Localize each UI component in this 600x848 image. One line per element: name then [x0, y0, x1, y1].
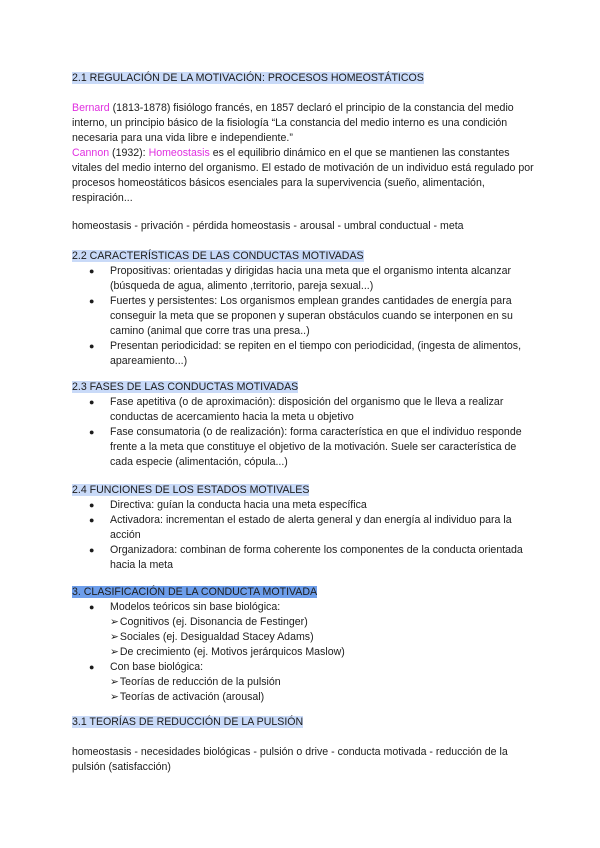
section-2-1-heading	[72, 71, 534, 86]
list-item: ● Presentan periodicidad: se repiten en el tiempo con periodicidad, (ingesta de alimentos, apareamiento...)	[89, 340, 522, 367]
bullet-icon: ●	[89, 397, 95, 407]
list-item: ● Con base biológica:	[89, 661, 204, 673]
bullet-icon: ●	[89, 266, 95, 276]
bullet-icon: ●	[89, 515, 95, 525]
list-item: ● Fase consumatoria (o de realización): forma característica en que el individuo responde frente a la meta que constituye el objetivo de la motivación. Suele ser característica de cada especie (alimentación, cópula...)	[89, 426, 522, 468]
cannon-paragraph	[72, 146, 534, 206]
classification-list	[72, 600, 534, 615]
bullet-icon: ●	[89, 341, 95, 351]
phases-list	[72, 395, 534, 470]
cannon-name: Cannon	[72, 147, 110, 159]
list-item: ● Fase apetitiva (o de aproximación): disposición del organismo que le lleva a realizar conductas de acercamiento hacia la meta u objetivo	[89, 396, 504, 423]
bullet-icon: ●	[89, 602, 95, 612]
section-3-title: 3. CLASIFICACIÓN DE LA CONDUCTA MOTIVADA	[72, 586, 318, 598]
arrow-icon: ➢	[110, 691, 119, 703]
characteristics-list	[72, 264, 534, 369]
section-2-4	[72, 483, 534, 573]
arrow-icon: ➢	[110, 616, 119, 628]
list-item: ● Directiva: guían la conducta hacia una meta específica	[89, 499, 367, 511]
arrow-icon: ➢	[110, 631, 119, 643]
list-item: ● Activadora: incrementan el estado de alerta general y dan energía al individuo para la acción	[89, 514, 512, 541]
bullet-icon: ●	[89, 545, 95, 555]
list-item: ● Modelos teóricos sin base biológica:	[89, 601, 281, 613]
cannon-year: (1932):	[109, 147, 149, 159]
functions-list	[72, 498, 534, 573]
sub-item: ➢Cognitivos (ej. Disonancia de Festinger)	[110, 616, 308, 628]
bullet-icon: ●	[89, 427, 95, 437]
section-2-4-title: 2.4 FUNCIONES DE LOS ESTADOS MOTIVALES	[72, 484, 310, 496]
bullet-icon: ●	[89, 662, 95, 672]
bernard-paragraph	[72, 101, 534, 146]
bullet-icon: ●	[89, 296, 95, 306]
homeostasis-term: Homeostasis	[148, 147, 210, 159]
drive-chain: homeostasis - necesidades biológicas - pulsión o drive - conducta motivada - reducción de la pulsión (satisfacción)	[72, 746, 508, 773]
cannon-text: es el equilibrio dinámico en el que se mantienen las constantes vitales del medio interno del organismo. El estado de motivación de un individuo está regulado por procesos homeostáticos básicos esenciales para la supervivencia (sueño, alimentación, respiración...	[72, 147, 534, 204]
homeostasis-chain: homeostasis - privación - pérdida homeostasis - arousal - umbral conductual - meta	[72, 220, 464, 232]
section-3	[72, 585, 534, 705]
section-2-3-title: 2.3 FASES DE LAS CONDUCTAS MOTIVADAS	[72, 381, 299, 393]
section-2-2-title: 2.2 CARACTERÍSTICAS DE LAS CONDUCTAS MOTIVADAS	[72, 250, 364, 262]
sub-item: ➢Teorías de reducción de la pulsión	[110, 676, 281, 688]
list-item: ● Fuertes y persistentes: Los organismos emplean grandes cantidades de energía para conseguir la meta que se proponen y superan obstáculos cuando se interponen en su camino (animal que corre tras una presa..)	[89, 295, 513, 337]
sub-item: ➢Sociales (ej. Desigualdad Stacey Adams)	[110, 631, 314, 643]
section-3-1-heading	[72, 715, 534, 730]
arrow-icon: ➢	[110, 676, 119, 688]
sub-item: ➢De crecimiento (ej. Motivos jerárquicos Maslow)	[110, 646, 345, 658]
section-2-1-title: 2.1 REGULACIÓN DE LA MOTIVACIÓN: PROCESOS HOMEOSTÁTICOS	[72, 72, 424, 84]
bernard-name: Bernard	[72, 102, 110, 114]
section-2-3	[72, 380, 534, 470]
section-2-2	[72, 249, 534, 369]
section-3-1-title: 3.1 TEORÍAS DE REDUCCIÓN DE LA PULSIÓN	[72, 716, 304, 728]
arrow-icon: ➢	[110, 646, 119, 658]
bernard-text: (1813-1878) fisiólogo francés, en 1857 declaró el principio de la constancia del medio interno, un principio básico de la fisiología “La constancia del medio interno es una condición necesaria para una vida libre e independiente.”	[72, 102, 514, 144]
list-item: ● Organizadora: combinan de forma coherente los componentes de la conducta orientada hacia la meta	[89, 544, 523, 571]
bullet-icon: ●	[89, 500, 95, 510]
sub-item: ➢Teorías de activación (arousal)	[110, 691, 265, 703]
list-item: ● Propositivas: orientadas y dirigidas hacia una meta que el organismo intenta alcanzar (búsqueda de agua, alimento ,territorio, pareja sexual...)	[89, 265, 512, 292]
